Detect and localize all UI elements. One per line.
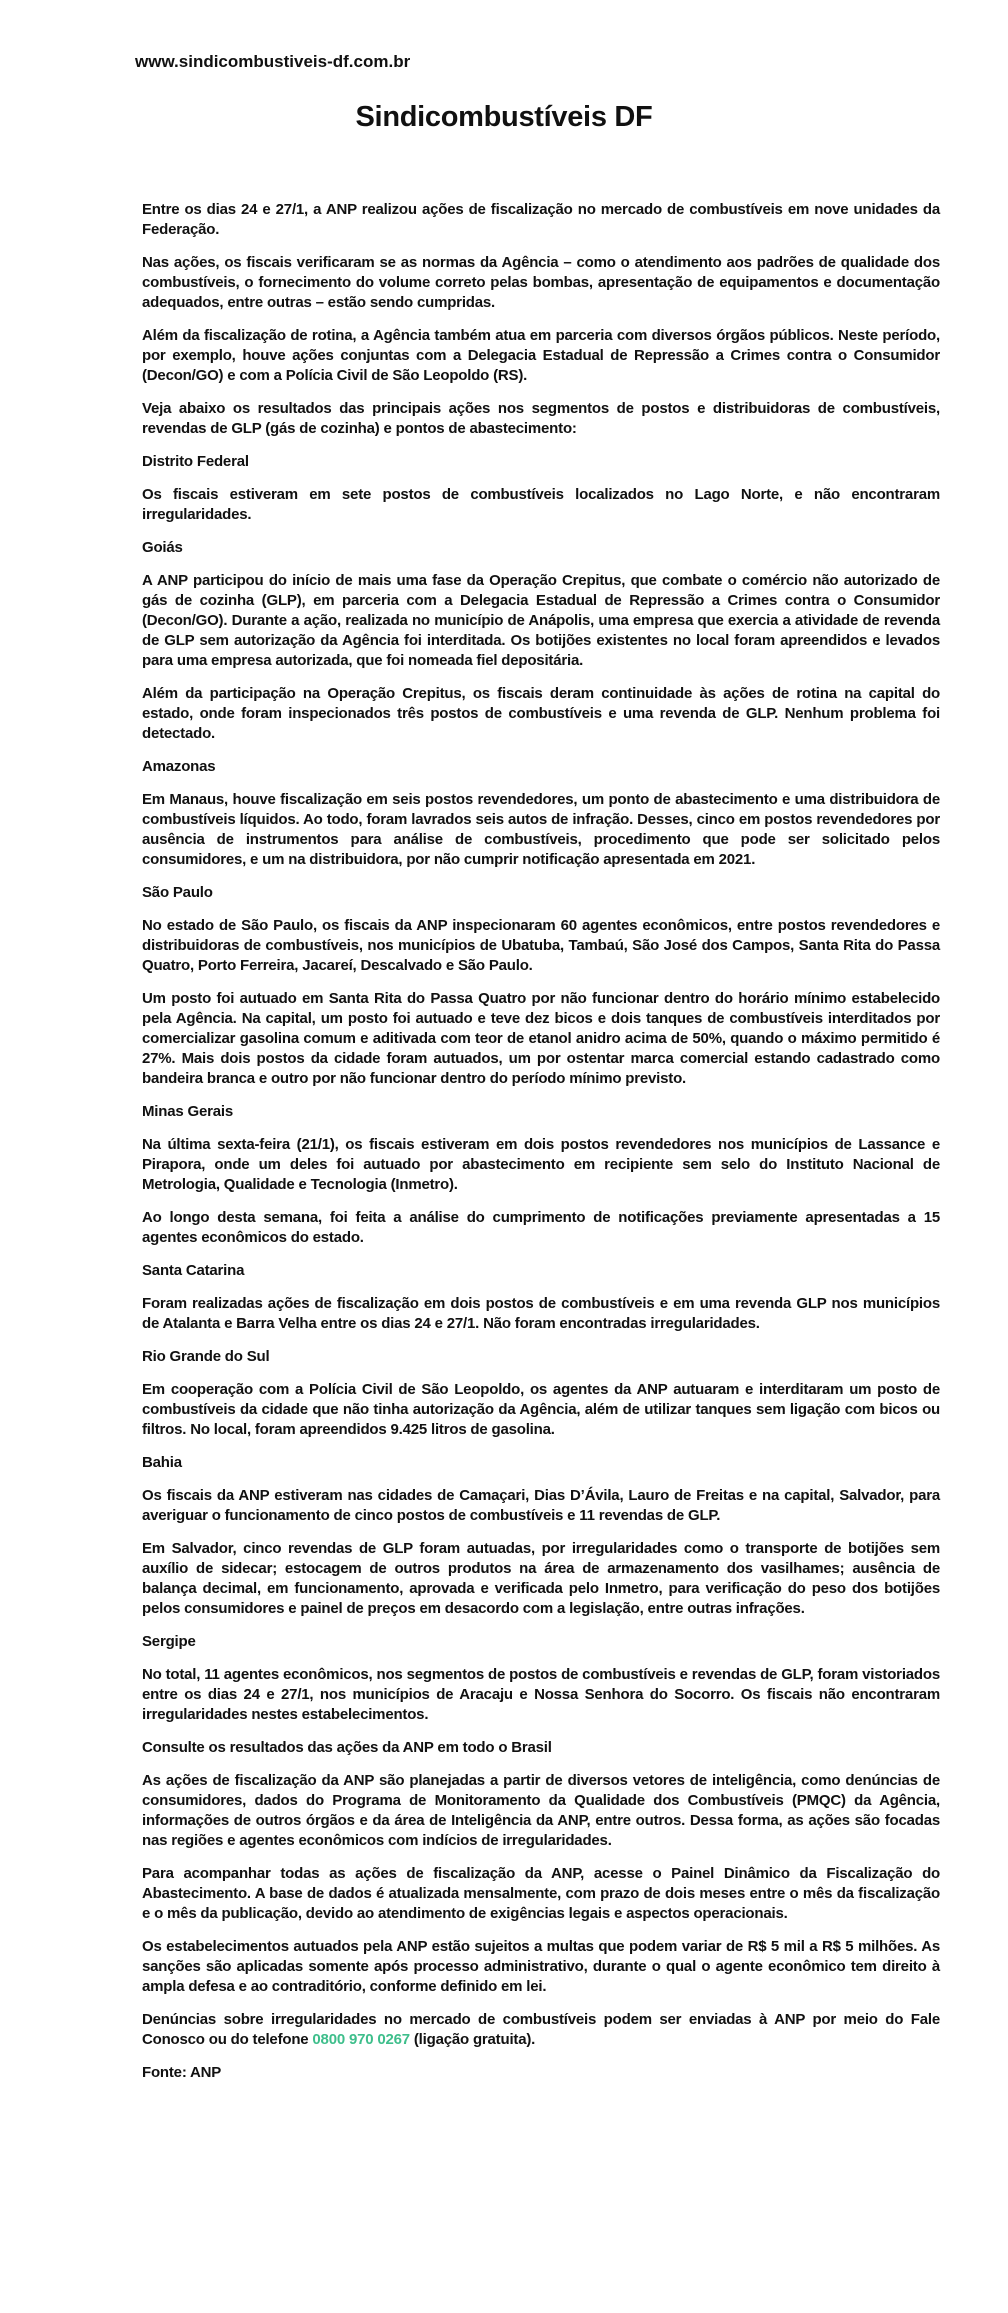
- paragraph: Em cooperação com a Polícia Civil de São Leopoldo, os agentes da ANP autuaram e interditaram um posto de combustíveis da cidade que não tinha autorização da Agência, além de utilizar tanques sem ligação com bicos ou filtros. No local, foram apreendidos 9.425 litros de gasolina.: [142, 1381, 940, 1438]
- paragraph: No total, 11 agentes econômicos, nos segmentos de postos de combustíveis e revendas de GLP, foram vistoriados entre os dias 24 e 27/1, nos municípios de Aracaju e Nossa Senhora do Socorro. Os fiscais não encontraram irregularidades nestes estabelecimentos.: [142, 1666, 940, 1723]
- section-heading: Consulte os resultados das ações da ANP em todo o Brasil: [142, 1739, 552, 1756]
- section-heading: Goiás: [142, 539, 183, 556]
- paragraph: Entre os dias 24 e 27/1, a ANP realizou ações de fiscalização no mercado de combustíveis em nove unidades da Federação.: [142, 201, 940, 238]
- paragraph: Foram realizadas ações de fiscalização em dois postos de combustíveis e em uma revenda GLP nos municípios de Atalanta e Barra Velha entre os dias 24 e 27/1. Não foram encontradas irregularidades.: [142, 1295, 940, 1332]
- paragraph: Um posto foi autuado em Santa Rita do Passa Quatro por não funcionar dentro do horário mínimo estabelecido pela Agência. Na capital, um posto foi autuado e teve dez bicos e dois tanques de combustíveis interditados por comercializar gasolina comum e aditivada com teor de etanol anidro acima de 50%, quando o máximo permitido é 27%. Mais dois postos da cidade foram autuados, um por ostentar marca comercial estando cadastrado como bandeira branca e outro por não funcionar dentro do período mínimo previsto.: [142, 990, 940, 1087]
- paragraph: Os estabelecimentos autuados pela ANP estão sujeitos a multas que podem variar de R$ 5 mil a R$ 5 milhões. As sanções são aplicadas somente após processo administrativo, durante o qual o agente econômico tem direito à ampla defesa e ao contraditório, conforme definido em lei.: [142, 1938, 940, 1995]
- paragraph-text: Denúncias sobre irregularidades no mercado de combustíveis podem ser enviadas à ANP por meio do Fale Conosco ou do telefone: [142, 2011, 940, 2048]
- section-heading: São Paulo: [142, 884, 213, 901]
- paragraph: No estado de São Paulo, os fiscais da ANP inspecionaram 60 agentes econômicos, entre postos revendedores e distribuidoras de combustíveis, nos municípios de Ubatuba, Tambaú, São José dos Campos, Santa Rita do Passa Quatro, Porto Ferreira, Jacareí, Descalvado e São Paulo.: [142, 917, 940, 974]
- section-heading: Amazonas: [142, 758, 216, 775]
- section-heading: Bahia: [142, 1454, 182, 1471]
- paragraph: A ANP participou do início de mais uma fase da Operação Crepitus, que combate o comércio não autorizado de gás de cozinha (GLP), em parceria com a Delegacia Estadual de Repressão a Crimes contra o Consumidor (Decon/GO). Durante a ação, realizada no município de Anápolis, uma empresa que exercia a atividade de revenda de GLP sem autorização da Agência foi interditada. Os botijões existentes no local foram apreendidos e levados para uma empresa autorizada, que foi nomeada fiel depositária.: [142, 572, 940, 669]
- paragraph: Na última sexta-feira (21/1), os fiscais estiveram em dois postos revendedores nos municípios de Lassance e Pirapora, onde um deles foi autuado por abastecimento em recipiente sem selo do Instituto Nacional de Metrologia, Qualidade e Tecnologia (Inmetro).: [142, 1136, 940, 1193]
- paragraph: Além da participação na Operação Crepitus, os fiscais deram continuidade às ações de rotina na capital do estado, onde foram inspecionados três postos de combustíveis e uma revenda de GLP. Nenhum problema foi detectado.: [142, 685, 940, 742]
- paragraph: Os fiscais da ANP estiveram nas cidades de Camaçari, Dias D’Ávila, Lauro de Freitas e na capital, Salvador, para averiguar o funcionamento de cinco postos de combustíveis e 11 revendas de GLP.: [142, 1487, 940, 1524]
- section-heading: Distrito Federal: [142, 453, 249, 470]
- article-body: [142, 200, 940, 2083]
- phone-number-link[interactable]: 0800 970 0267: [312, 2031, 410, 2048]
- paragraph: Em Salvador, cinco revendas de GLP foram autuadas, por irregularidades como o transporte de botijões sem auxílio de sidecar; estocagem de outros produtos na área de armazenamento dos vasilhames; ausência de balança decimal, em funcionamento, aprovada e verificada pelo Inmetro, para verificação do peso dos botijões pelos consumidores e painel de preços em desacordo com a legislação, entre outras infrações.: [142, 1540, 940, 1617]
- paragraph: Os fiscais estiveram em sete postos de combustíveis localizados no Lago Norte, e não encontraram irregularidades.: [142, 486, 940, 523]
- paragraph: Para acompanhar todas as ações de fiscalização da ANP, acesse o Painel Dinâmico da Fiscalização do Abastecimento. A base de dados é atualizada mensalmente, com prazo de dois meses entre o mês da fiscalização e o mês da publicação, devido ao atendimento de exigências legais e aspectos operacionais.: [142, 1865, 940, 1922]
- section-heading: Fonte: ANP: [142, 2064, 222, 2081]
- paragraph: Nas ações, os fiscais verificaram se as normas da Agência – como o atendimento aos padrões de qualidade dos combustíveis, o fornecimento do volume correto pelas bombas, apresentação de equipamentos e documentação adequados, entre outras – estão sendo cumpridas.: [142, 254, 940, 311]
- page-title: Sindicombustíveis DF: [355, 101, 653, 133]
- paragraph: Veja abaixo os resultados das principais ações nos segmentos de postos e distribuidoras de combustíveis, revendas de GLP (gás de cozinha) e pontos de abastecimento:: [142, 400, 940, 437]
- section-heading: Santa Catarina: [142, 1262, 245, 1279]
- section-heading: Sergipe: [142, 1633, 196, 1650]
- paragraph: [142, 2010, 940, 2050]
- paragraph: As ações de fiscalização da ANP são planejadas a partir de diversos vetores de inteligência, como denúncias de consumidores, dados do Programa de Monitoramento da Qualidade dos Combustíveis (PMQC) da Agência, informações de outros órgãos e da área de Inteligência da ANP, entre outros. Dessa forma, as ações são focadas nas regiões e agentes econômicos com indícios de irregularidades.: [142, 1772, 940, 1849]
- paragraph: Em Manaus, houve fiscalização em seis postos revendedores, um ponto de abastecimento e uma distribuidora de combustíveis líquidos. Ao todo, foram lavrados seis autos de infração. Desses, cinco em postos revendedores por ausência de instrumentos para análise de combustíveis, procedimento que pode ser solicitado pelos consumidores, e um na distribuidora, por não cumprir notificação apresentada em 2021.: [142, 791, 940, 868]
- section-heading: Rio Grande do Sul: [142, 1348, 270, 1365]
- section-heading: Minas Gerais: [142, 1103, 233, 1120]
- paragraph: Ao longo desta semana, foi feita a análise do cumprimento de notificações previamente apresentadas a 15 agentes econômicos do estado.: [142, 1209, 940, 1246]
- paragraph-text: (ligação gratuita).: [409, 2031, 536, 2048]
- paragraph: Além da fiscalização de rotina, a Agência também atua em parceria com diversos órgãos públicos. Neste período, por exemplo, houve ações conjuntas com a Delegacia Estadual de Repressão a Crimes contra o Consumidor (Decon/GO) e com a Polícia Civil de São Leopoldo (RS).: [142, 327, 940, 384]
- site-url-header: www.sindicombustiveis-df.com.br: [135, 52, 411, 71]
